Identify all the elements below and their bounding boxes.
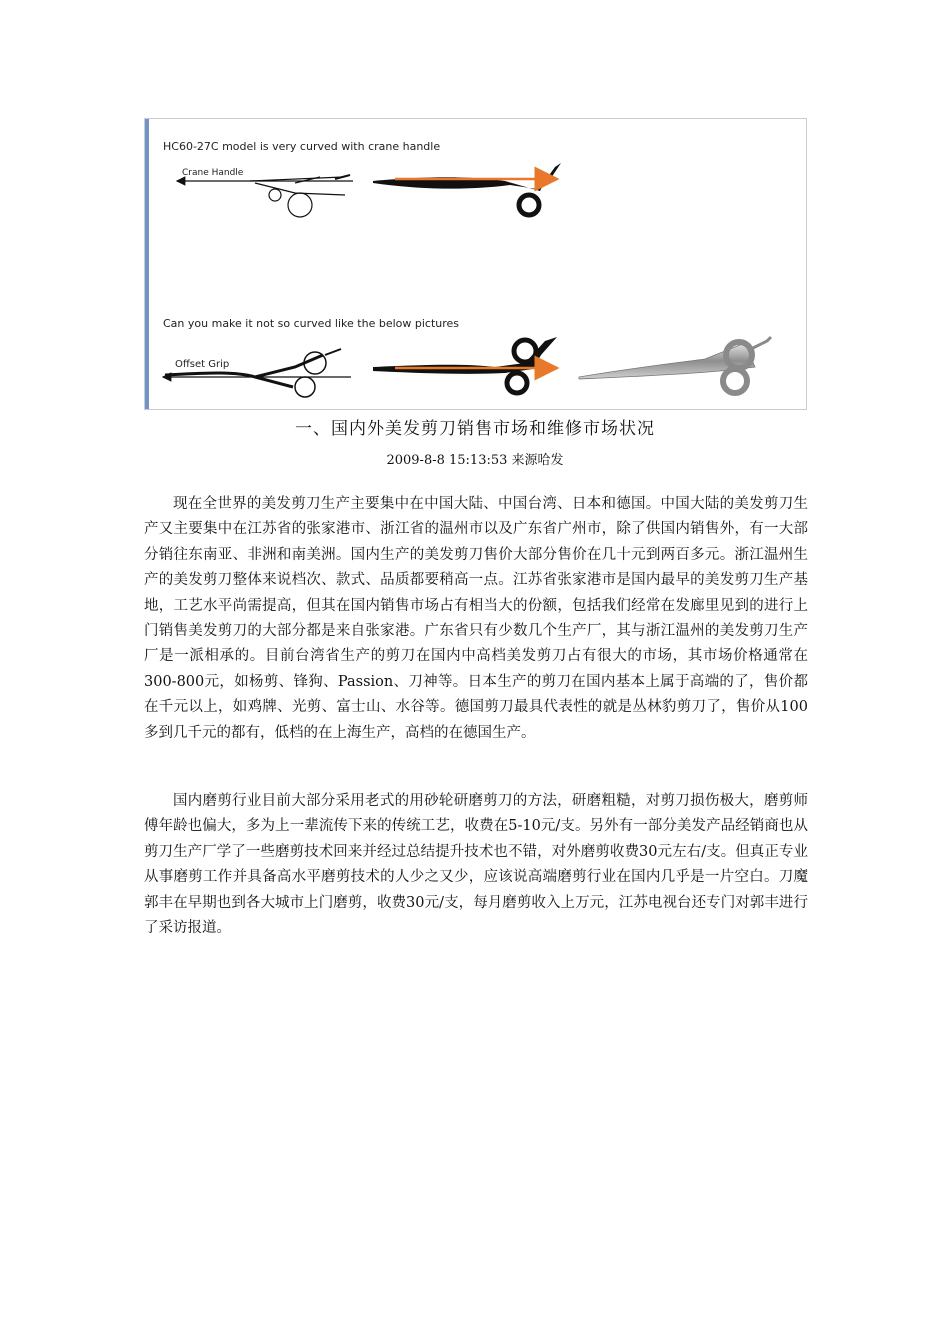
scissors-diagram-icon: [177, 175, 353, 217]
scissors-offset-silhouette-icon: [373, 337, 557, 393]
offset-grip-label: Offset Grip: [175, 359, 230, 370]
figure-caption-top: HC60-27C model is very curved with crane handle: [163, 140, 441, 153]
figure-caption-bottom: Can you make it not so curved like the below pictures: [163, 317, 460, 330]
article-title: 一、国内外美发剪刀销售市场和维修市场状况: [295, 419, 655, 439]
paragraph-1: 现在全世界的美发剪刀生产主要集中在中国大陆、中国台湾、日本和德国。中国大陆的美发剪刀生产又主要集中在江苏省的张家港市、浙江省的温州市以及广东省广州市，除了供国内销售外，有一大部分销往东南亚、非洲和南美洲。国内生产的美发剪刀售价大部分售价在几十元到两百多元。浙江温州生产的美发剪刀整体来说档次、款式、品质都要稍高一点。江苏省张家港市是国内最早的美发剪刀生产基地，工艺水平尚需提高，但其在国内销售市场占有相当大的份额，包括我们经常在发廊里见到的进行上门销售美发剪刀的大部分都是来自张家港。广东省只有少数几个生产厂，其与浙江温州的美发剪刀生产厂是一派相承的。目前台湾省生产的剪刀在国内中高档美发剪刀占有很大的市场，其市场价格通常在300-800元，如杨剪、锋狗、Passion、刀神等。日本生产的剪刀在国内基本上属于高端的了，售价都在千元以上，如鸡牌、光剪、富士山、水谷等。德国剪刀最具代表性的就是丛林豹剪刀了，售价从100多到几千元的都有，低档的在上海生产，高档的在德国生产。: [144, 496, 808, 741]
article-meta: 2009-8-8 15:13:53 来源哈发: [386, 453, 564, 468]
scissors-photo-icon: [579, 337, 771, 393]
paragraph-2: 国内磨剪行业目前大部分采用老式的用砂轮研磨剪刀的方法，研磨粗糙，对剪刀损伤极大，磨剪师傅年龄也偏大，多为上一辈流传下来的传统工艺，收费在5-10元/支。另外有一部分美发产品经销商也从剪刀生产厂学了一些磨剪技术回来并经过总结提升技术也不错，对外磨剪收费30元左右/支。但真正专业从事磨剪工作并具备高水平磨剪技术的人少之又少，应该说高端磨剪行业在国内几乎是一片空白。刀魔郭丰在早期也到各大城市上门磨剪，收费30元/支，每月磨剪收入上万元，江苏电视台还专门对郭丰进行了采访报道。: [144, 793, 808, 937]
scissors-silhouette-icon: [373, 163, 561, 215]
scissors-figure: [144, 118, 807, 410]
figure-drawing: [145, 119, 808, 411]
crane-handle-label: Crane Handle: [182, 168, 244, 178]
offset-grip-diagram-icon: [163, 349, 351, 397]
